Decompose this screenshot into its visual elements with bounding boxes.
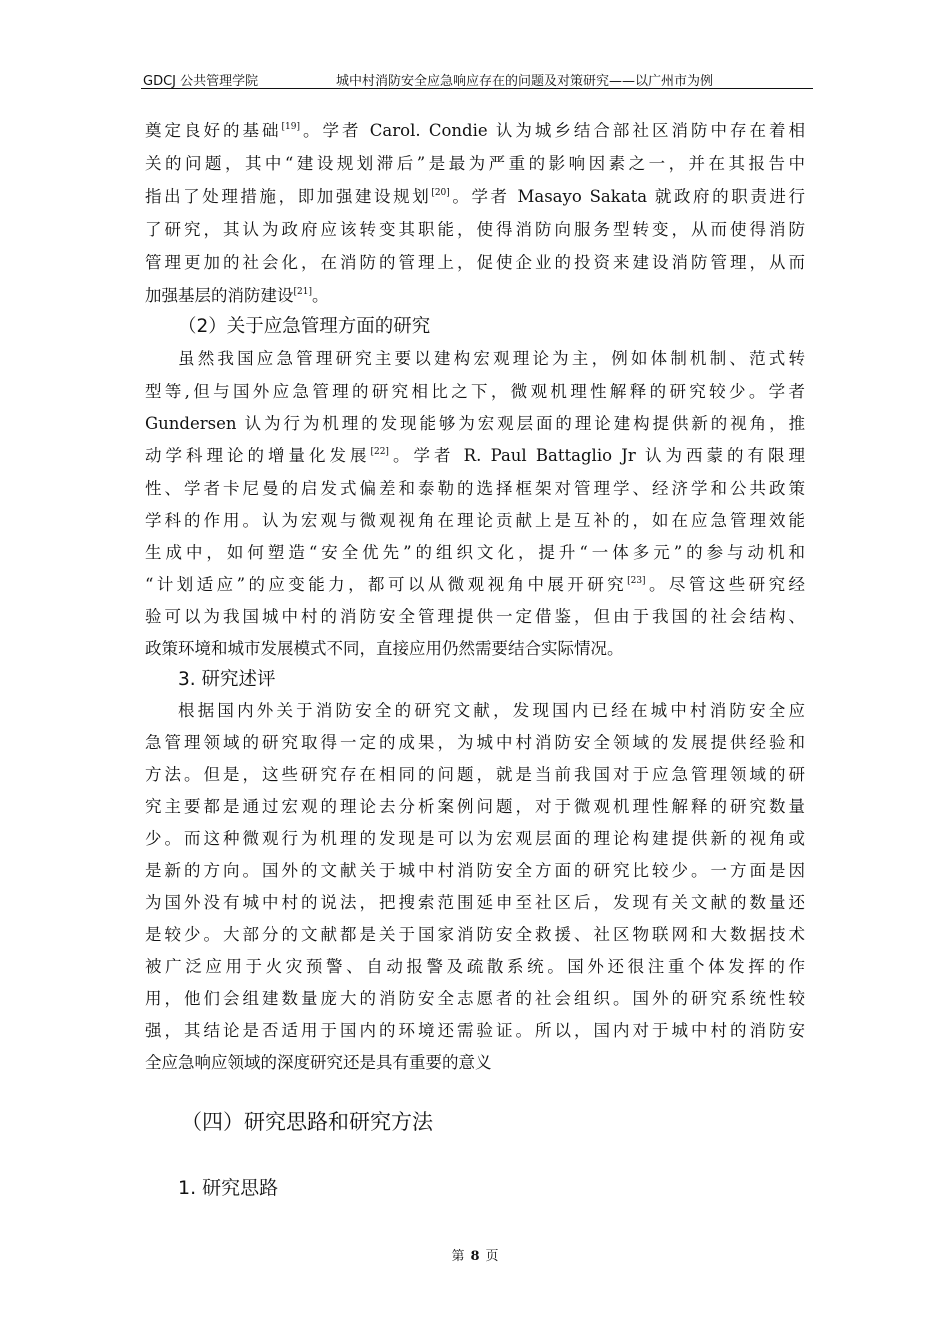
paragraph-line: 用，他们会组建数量庞大的消防安全志愿者的社会组织。国外的研究系统性较 (145, 989, 805, 1008)
subsection-heading: （2）关于应急管理方面的研究 (178, 316, 431, 337)
page-footer: 第 8 页 (451, 1249, 499, 1264)
citation: [21] (293, 287, 312, 297)
citation: [20] (431, 188, 450, 198)
paragraph-line: 加强基层的消防建设[21]。 (145, 286, 329, 305)
paragraph-line: 政策环境和城市发展模式不同，直接应用仍然需要结合实际情况。 (145, 639, 624, 658)
paragraph-line: 是新的方向。国外的文献关于城中村消防安全方面的研究比较少。一方面是因 (145, 861, 805, 880)
paragraph-line: Gundersen 认为行为机理的发现能够为宏观层面的理论建构提供新的视角，推 (145, 414, 805, 433)
paragraph-line: 强，其结论是否适用于国内的环境还需验证。所以，国内对于城中村的消防安 (145, 1021, 805, 1040)
paragraph-line: 动学科理论的增量化发展[22]。学者 R. Paul Battaglio Jr 认为西蒙的有限理 (145, 446, 805, 465)
paragraph-line: 全应急响应领域的深度研究还是具有重要的意义 (145, 1053, 492, 1072)
paragraph-line: 为国外没有城中村的说法，把搜索范围延申至社区后，发现有关文献的数量还 (145, 893, 805, 912)
paragraph-line: 根据国内外关于消防安全的研究文献，发现国内已经在城中村消防安全应 (178, 701, 805, 720)
paragraph-line: 生成中，如何塑造“安全优先”的组织文化，提升“一体多元”的参与动机和 (145, 543, 805, 562)
paragraph-line: 究主要都是通过宏观的理论去分析案例问题，对于微观机理性解释的研究数量 (145, 797, 805, 816)
paragraph-line: 急管理领域的研究取得一定的成果，为城中村消防安全领域的发展提供经验和 (145, 733, 805, 752)
paragraph-line: 管理更加的社会化，在消防的管理上，促使企业的投资来建设消防管理，从而 (145, 253, 805, 272)
paragraph-line: 了研究，其认为政府应该转变其职能，使得消防向服务型转变，从而使得消防 (145, 220, 805, 239)
header-divider (141, 88, 813, 89)
header-school: GDCJ 公共管理学院 (143, 74, 259, 89)
paragraph-line: 指出了处理措施，即加强建设规划[20]。学者 Masayo Sakata 就政府的职责进行 (145, 187, 805, 206)
header-title: 城中村消防安全应急响应存在的问题及对策研究——以广州市为例 (336, 74, 714, 89)
subsection-heading: 3. 研究述评 (178, 669, 276, 690)
citation: [22] (370, 447, 389, 457)
subsection-heading: 1. 研究思路 (178, 1177, 279, 1199)
paragraph-line: “计划适应”的应变能力，都可以从微观视角中展开研究[23]。尽管这些研究经 (145, 575, 805, 594)
paragraph-line: 方法。但是，这些研究存在相同的问题，就是当前我国对于应急管理领域的研 (145, 765, 805, 784)
paragraph-line: 性、学者卡尼曼的启发式偏差和泰勒的选择框架对管理学、经济学和公共政策 (145, 479, 805, 498)
paragraph-line: 型等,但与国外应急管理的研究相比之下，微观机理性解释的研究较少。学者 (145, 382, 805, 401)
paragraph-line: 奠定良好的基础[19]。学者 Carol. Condie 认为城乡结合部社区消防中存在着相 (145, 121, 805, 140)
paragraph-line: 验可以为我国城中村的消防安全管理提供一定借鉴，但由于我国的社会结构、 (145, 607, 805, 626)
paragraph-line: 被广泛应用于火灾预警、自动报警及疏散系统。国外还很注重个体发挥的作 (145, 957, 805, 976)
citation: [23] (627, 576, 646, 586)
citation: [19] (281, 122, 301, 132)
paragraph-line: 学科的作用。认为宏观与微观视角在理论贡献上是互补的，如在应急管理效能 (145, 511, 805, 530)
paragraph-line: 虽然我国应急管理研究主要以建构宏观理论为主，例如体制机制、范式转 (178, 349, 805, 368)
page-number: 8 (470, 1249, 480, 1264)
paragraph-line: 是较少。大部分的文献都是关于国家消防安全救援、社区物联网和大数据技术 (145, 925, 805, 944)
section-heading: （四）研究思路和研究方法 (181, 1110, 433, 1134)
paragraph-line: 关的问题，其中“建设规划滞后”是最为严重的影响因素之一，并在其报告中 (145, 154, 805, 173)
paragraph-line: 少。而这种微观行为机理的发现是可以为宏观层面的理论构建提供新的视角或 (145, 829, 805, 848)
